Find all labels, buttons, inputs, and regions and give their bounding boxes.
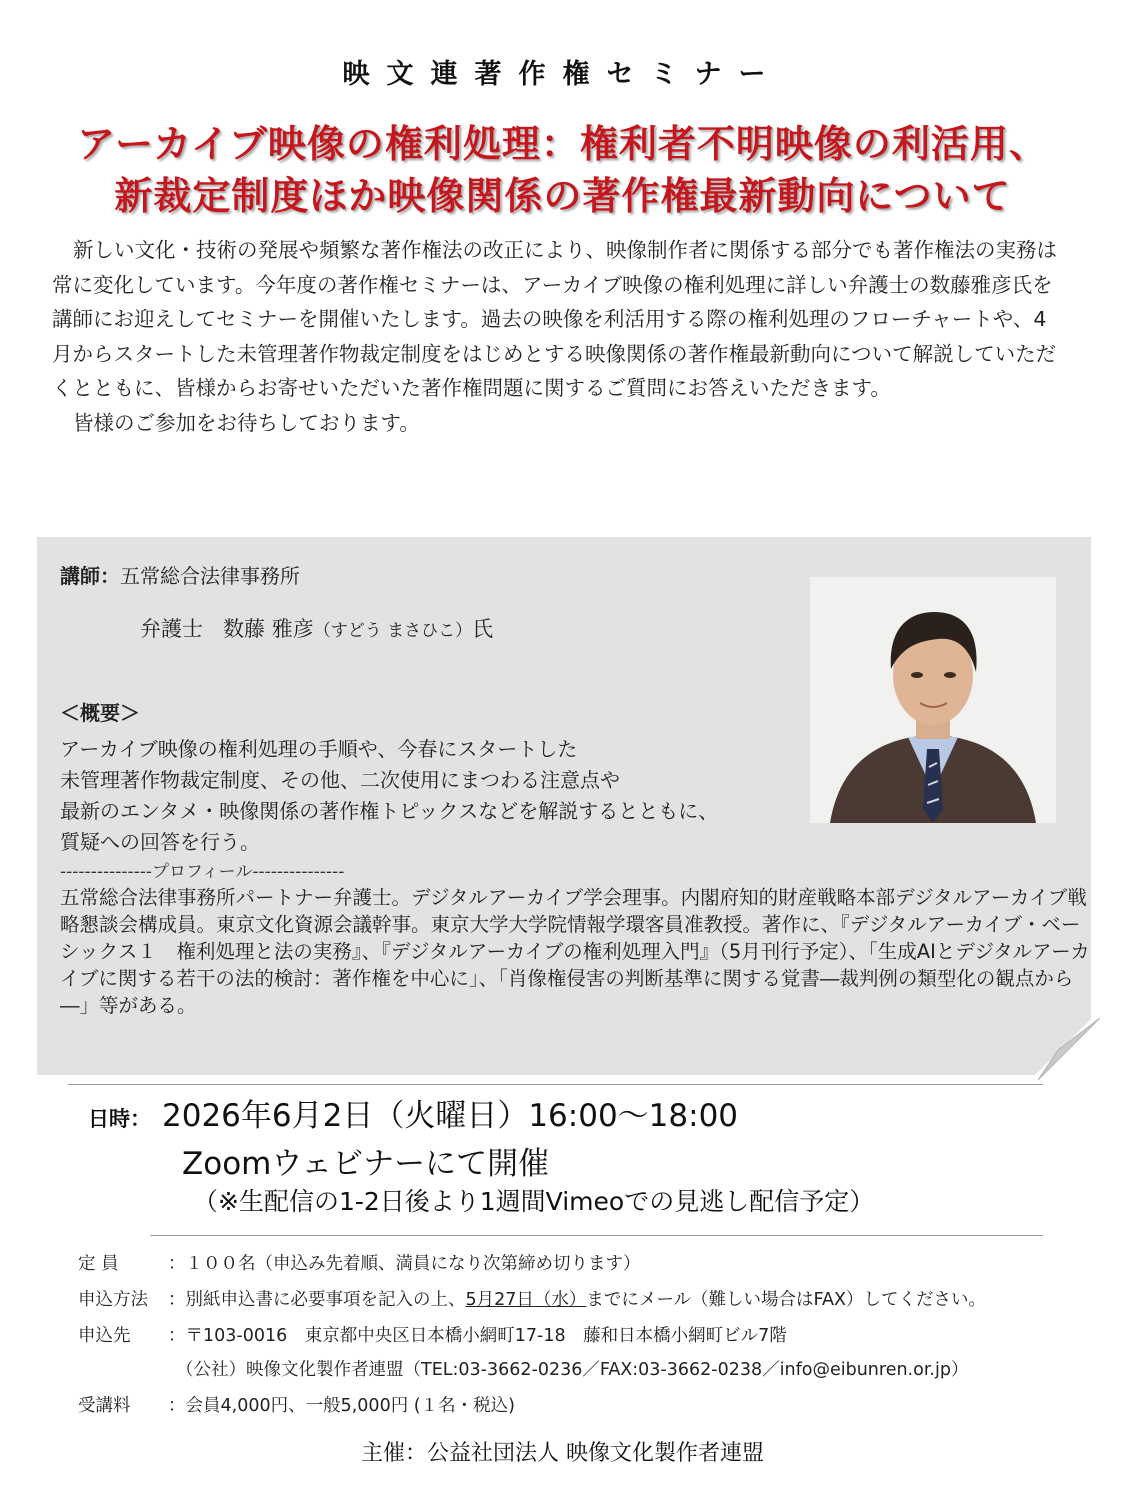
- divider-bottom: [150, 1235, 1043, 1236]
- apply-suffix: までにメール（難しい場合はFAX）してください。: [586, 1290, 986, 1310]
- seminar-series-title: 映文連著作権セミナー: [342, 59, 783, 90]
- destination-address: ：〒103-0016 東京都中央区日本橋小網町17-18 藤和日本橋小網町ビル7階: [168, 1326, 787, 1346]
- fee-row: [78, 1392, 515, 1417]
- lecturer-reading: （すどう まさひこ）: [313, 621, 473, 641]
- profile-divider: ---------------プロフィール---------------: [60, 862, 345, 882]
- intro-text: [52, 233, 1062, 440]
- overview-line: 質疑への回答を行う。: [60, 830, 260, 854]
- lecturer-photo: [810, 577, 1056, 823]
- lecturer-name-row: [140, 613, 493, 643]
- apply-row: [78, 1286, 986, 1311]
- event-date: 2026年6月2日（火曜日）16:00～18:00: [162, 1098, 739, 1134]
- destination-row: [78, 1322, 787, 1347]
- lecturer-firm: 五常総合法律事務所: [120, 564, 300, 588]
- apply-deadline: 5月27日（水）: [465, 1290, 587, 1310]
- fee-label: 受講料: [78, 1396, 131, 1416]
- intro-paragraph-2: 皆様のご参加をお待ちしております。: [73, 410, 420, 435]
- lecturer-firm-row: [60, 560, 300, 589]
- capacity-row: [78, 1250, 641, 1275]
- destination-label: 申込先: [78, 1326, 131, 1346]
- event-venue: Zoomウェビナーにて開催: [182, 1146, 550, 1182]
- lecturer-label: 講師：: [60, 564, 120, 588]
- overview-heading: ＜概要＞: [60, 701, 140, 725]
- overview-line: 未管理著作物裁定制度、その他、二次使用にまつわる注意点や: [60, 768, 620, 792]
- main-title-line-1: アーカイブ映像の権利処理：権利者不明映像の利活用、: [77, 121, 1048, 166]
- fee-value: ：会員4,000円、一般5,000円 (１名・税込): [168, 1396, 515, 1416]
- organizer: 主催：公益社団法人 映像文化製作者連盟: [361, 1441, 764, 1466]
- lecturer-name: 数藤 雅彦: [223, 617, 314, 641]
- lecturer-title: 弁護士: [140, 617, 203, 641]
- apply-label: 申込方法: [78, 1290, 148, 1310]
- main-title-line-2: 新裁定制度ほか映像関係の著作権最新動向について: [114, 173, 1011, 218]
- apply-prefix: ：別紙申込書に必要事項を記入の上、: [168, 1290, 466, 1310]
- profile-text: 五常総合法律事務所パートナー弁護士。デジタルアーカイブ学会理事。内閣府知的財産戦略本部デジタルアーカイブ戦略懇談会構成員。東京文化資源会議幹事。東京大学大学院情報学環客員准教授。著作に、『デジタルアーカイブ・ベーシックス１ 権利処理と法の実務』、『デジタルアーカイブの権利処理入門』（5月刊行予定）、「生成AIとデジタルアーカイブに関する若干の法的検討：著作権を中心に」、「肖像権侵害の判断基準に関する覚書―裁判例の類型化の観点から―」等がある。: [60, 886, 1090, 1017]
- archive-note: （※生配信の1‐2日後より1週間Vimeoでの見逃し配信予定）: [193, 1187, 875, 1216]
- date-label: 日時：: [88, 1107, 151, 1131]
- destination-org: （公社）映像文化製作者連盟（TEL:03-3662-0236／FAX:03-3662-0238／info@eibunren.or.jp）: [176, 1360, 969, 1380]
- lecturer-suffix: 氏: [472, 617, 494, 641]
- overview-line: 最新のエンタメ・映像関係の著作権トピックスなどを解説するとともに、: [60, 799, 719, 823]
- page-curl-decoration: [1030, 1010, 1100, 1080]
- capacity-label: 定 員: [78, 1254, 119, 1274]
- capacity-value: ：１００名（申込み先着順、満員になり次第締め切ります）: [168, 1254, 641, 1274]
- overview-line: アーカイブ映像の権利処理の手順や、今春にスタートした: [60, 737, 578, 761]
- divider-top: [68, 1084, 1043, 1085]
- intro-paragraph-1: 新しい文化・技術の発展や頻繁な著作権法の改正により、映像制作者に関係する部分でも著作権法の実務は常に変化しています。今年度の著作権セミナーは、アーカイブ映像の権利処理に詳しい弁護士の数藤雅彦氏を講師にお迎えしてセミナーを開催いたします。過去の映像を利活用する際の権利処理のフローチャートや、4月からスタートした未管理著作物裁定制度をはじめとする映像関係の著作権最新動向について解説していただくとともに、皆様からお寄せいただいた著作権問題に関するご質問にお答えいただきます。: [52, 238, 1057, 400]
- overview-text: [60, 734, 718, 858]
